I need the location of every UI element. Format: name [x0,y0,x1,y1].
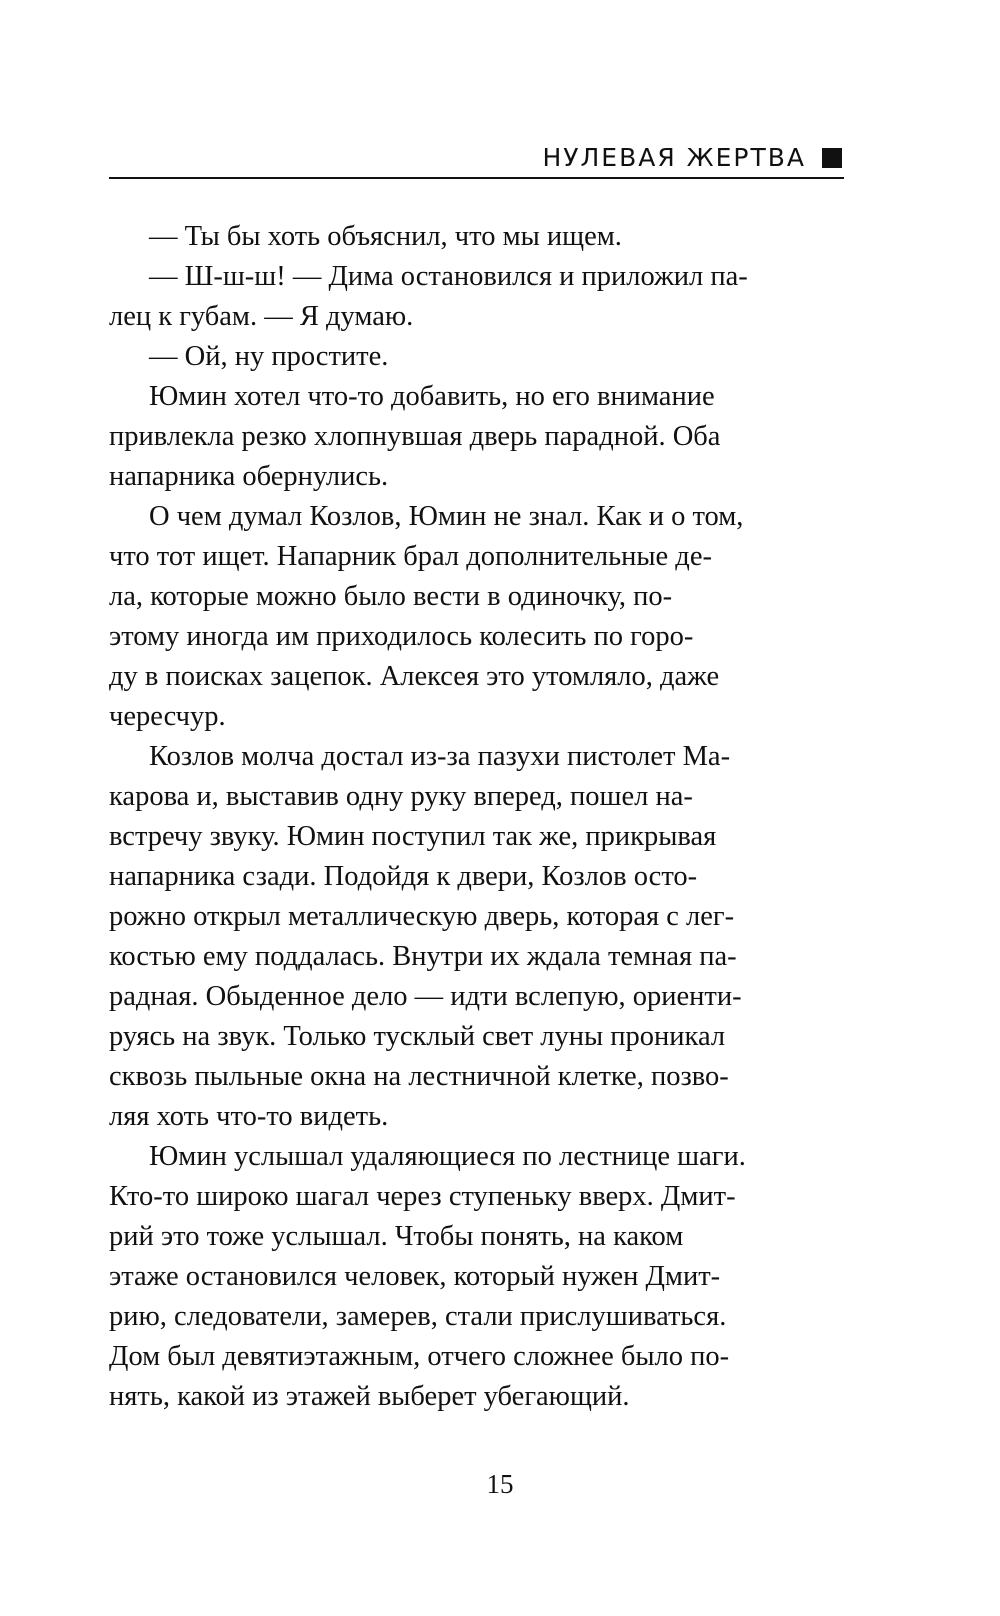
text-line: рожно открыл металлическую дверь, которая с лег- [109,901,735,932]
text-line: ляя хоть что-то видеть. [109,1101,389,1132]
text-line: лец к губам. — Я думаю. [109,301,414,332]
body-text [109,217,844,1417]
text-line: рию, следователи, замерев, стали прислушиваться. [109,1301,727,1332]
text-line: — Ой, ну простите. [149,341,389,372]
text-line: Юмин услышал удаляющиеся по лестнице шаги. [149,1141,746,1172]
text-line: что тот ищет. Напарник брал дополнительные де- [109,541,712,572]
header-square-ornament [822,148,842,168]
text-line: радная. Обыденное дело — идти вслепую, ориенти- [109,981,742,1012]
text-line: сквозь пыльные окна на лестничной клетке, позво- [109,1061,729,1092]
text-line: этаже остановился человек, который нужен Дмит- [109,1261,721,1292]
text-line: встречу звуку. Юмин поступил так же, прикрывая [109,821,717,852]
page-number: 15 [486,1469,514,1499]
running-header [109,143,844,179]
text-line: рий это тоже услышал. Чтобы понять, на каком [109,1221,684,1252]
text-line: ла, которые можно было вести в одиночку, по- [109,581,673,612]
text-line: ду в поисках зацепок. Алексея это утомляло, даже [109,661,720,692]
text-line: Юмин хотел что-то добавить, но его внимание [149,381,715,412]
text-line: — Ты бы хоть объяснил, что мы ищем. [149,221,622,252]
text-line: Дом был девятиэтажным, отчего сложнее было по- [109,1341,730,1372]
text-line: напарника сзади. Подойдя к двери, Козлов осто- [109,861,698,892]
running-title: НУЛЕВАЯ ЖЕРТВА [542,143,806,172]
text-line: Козлов молча достал из-за пазухи пистолет Ма- [149,741,731,772]
text-line: — Ш-ш-ш! — Дима остановился и приложил па- [149,261,748,292]
text-line: карова и, выставив одну руку вперед, пошел на- [109,781,693,812]
text-line: этому иногда им приходилось колесить по горо- [109,621,694,652]
text-line: нять, какой из этажей выберет убегающий. [109,1381,630,1412]
text-line: руясь на звук. Только тусклый свет луны проникал [109,1021,726,1052]
text-line: напарника обернулись. [109,461,389,492]
text-line: чересчур. [109,701,226,732]
text-line: О чем думал Козлов, Юмин не знал. Как и о том, [149,501,744,532]
text-line: привлекла резко хлопнувшая дверь парадной. Оба [109,421,721,452]
text-line: костью ему поддалась. Внутри их ждала темная па- [109,941,737,972]
text-line: Кто-то широко шагал через ступеньку вверх. Дмит- [109,1181,736,1212]
